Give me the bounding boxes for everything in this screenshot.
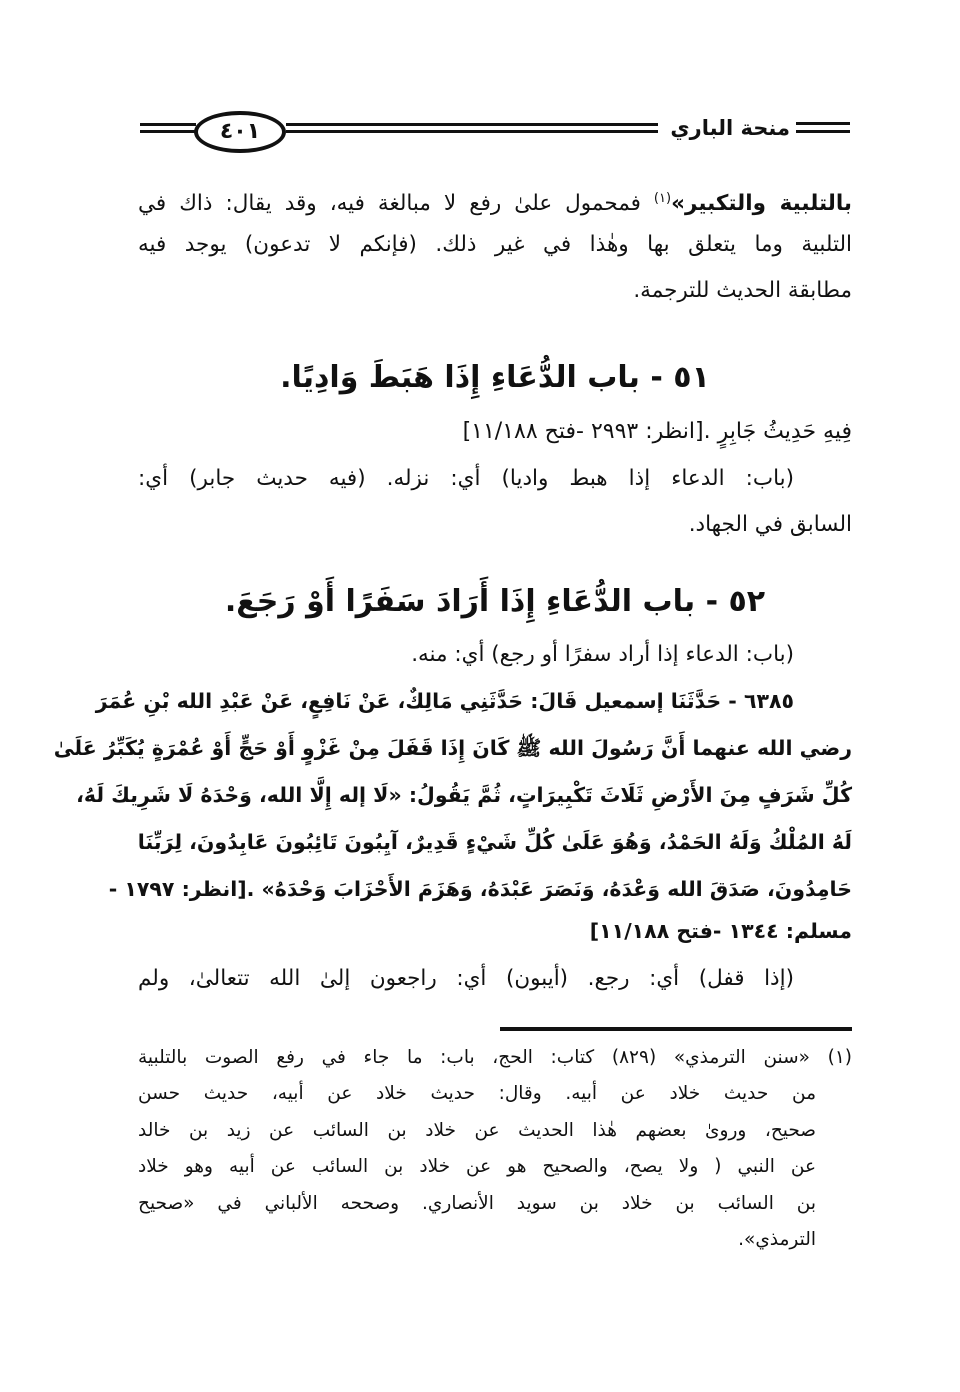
intro-paragraph [138,176,852,314]
page-number-badge [186,110,294,148]
explanation-51-line-1: (باب: الدعاء إذا هبط واديا) أي: نزله. (فيه حديث جابر) أي: [138,466,794,491]
page-number: ٤٠١ [219,119,261,144]
footnotes [138,1040,852,1258]
footnote-ref-1: (١) [653,191,672,206]
hadith-line-2: رضي الله عنهما أَنَّ رَسُولَ الله ﷺ كَانَ إِذَا قَفَلَ مِنْ غَزْوٍ أَوْ حَجٍّ أَوْ عُمْرَةٍ يُكَبِّرُ عَلَىٰ [53,736,852,760]
footnote-separator [500,1027,852,1031]
intro-line-2: التلبية وما يتعلق بها وهٰذا في غير ذلك. (فإنكم لا تدعون) يوجد فيه [138,232,852,257]
chapter-51-explanation [138,456,852,548]
explanation-52: (باب: الدعاء إذا أراد سفرًا أو رجع) أي: منه. [411,642,794,667]
footnote-line-6: الترمذي». [738,1228,816,1250]
chapter-heading-51: ٥١ - باب الدُّعَاءِ إِذَا هَبَطَ وَادِيًا. [280,360,710,395]
hadith-line-3: كُلِّ شَرَفٍ مِنَ الأَرْضِ ثَلَاثَ تَكْبِيرَاتٍ، ثُمَّ يَقُولُ: «لَا إله إِلَّا الله، وَحْدَهُ لَا شَرِيكَ لَهُ، [76,783,852,807]
intro-line-3: مطابقة الحديث للترجمة. [633,278,852,303]
intro-quote-end: بالتلبية والتكبير» [671,191,852,216]
hadith-line-1: ٦٣٨٥ - حَدَّثَنَا إسمعيل قَالَ: حَدَّثَنِي مَالِكٌ، عَنْ نَافِعٍ، عَنْ عَبْدِ الله بْنِ عُمَرَ [95,689,794,713]
intro-line-1-rest: فمحمول علىٰ رفع لا مبالغة فيه، وقد يقال: ذاك في [138,191,654,216]
chapter-51-fihi: فِيهِ حَدِيثُ جَابِرٍ .[انظر: ٢٩٩٣ -فتح ١١/١٨٨] [462,419,852,444]
explanation-52-line-2: (إذا قفل) أي: رجع. (أيبون) أي: راجعون إلىٰ الله تتعالىٰ، ولم [138,966,794,991]
chapter-52-explanation-2 [138,956,852,1002]
chapter-heading-52: ٥٢ - باب الدُّعَاءِ إِذَا أَرَادَ سَفَرًا أَوْ رَجَعَ. [224,584,766,619]
footnote-line-4: عن النبي ( ولا يصح، والصحيح هو عن خلاد بن السائب عن أبيه وهو خلاد [138,1156,816,1178]
footnote-line-1: (١) «سنن الترمذي» (٨٢٩) كتاب: الحج، باب: ما جاء في رفع الصوت بالتلبية [138,1047,852,1068]
header-rule-right-bottom [796,130,850,133]
explanation-51-line-2: السابق في الجهاد. [688,512,852,537]
page-header [140,106,852,152]
hadith-line-4: لَهُ المُلْكُ وَلَهُ الحَمْدُ، وَهُوَ عَلَىٰ كُلِّ شَيْءٍ قَدِيرٌ، آيِبُونَ تَائِبُونَ عَابِدُونَ، لِرَبِّنَا [137,830,852,854]
running-title: منحة الباري [670,116,790,140]
header-rule-long-top [286,123,658,126]
footnote-line-2: من حديث خلاد عن أبيه. وقال: حديث خلاد عن أبيه، حديث حسن [138,1083,816,1105]
hadith-line-6: مسلم: ١٣٤٤ -فتح ١١/١٨٨] [589,919,852,943]
intro-line-1 [138,176,852,222]
header-rule-long-bottom [286,130,658,133]
footnote-line-5: بن السائب بن خلاد بن سويد الأنصاري. وصححه الألباني في «صحيح [138,1192,816,1214]
chapter-52-explanation [138,632,852,678]
hadith-line-5: حَامِدُونَ، صَدَقَ الله وَعْدَهُ، وَنَصَرَ عَبْدَهُ، وَهَزَمَ الأَحْزَابَ وَحْدَهُ» .[انظر: ١٧٩٧ - [108,877,852,901]
footnote-line-3: صحيح، وروىٰ بعضهم هٰذا الحديث عن خلاد بن السائب عن زيد بن خالد [138,1119,816,1141]
hadith-6385 [53,678,852,949]
header-rule-right-top [796,122,850,125]
